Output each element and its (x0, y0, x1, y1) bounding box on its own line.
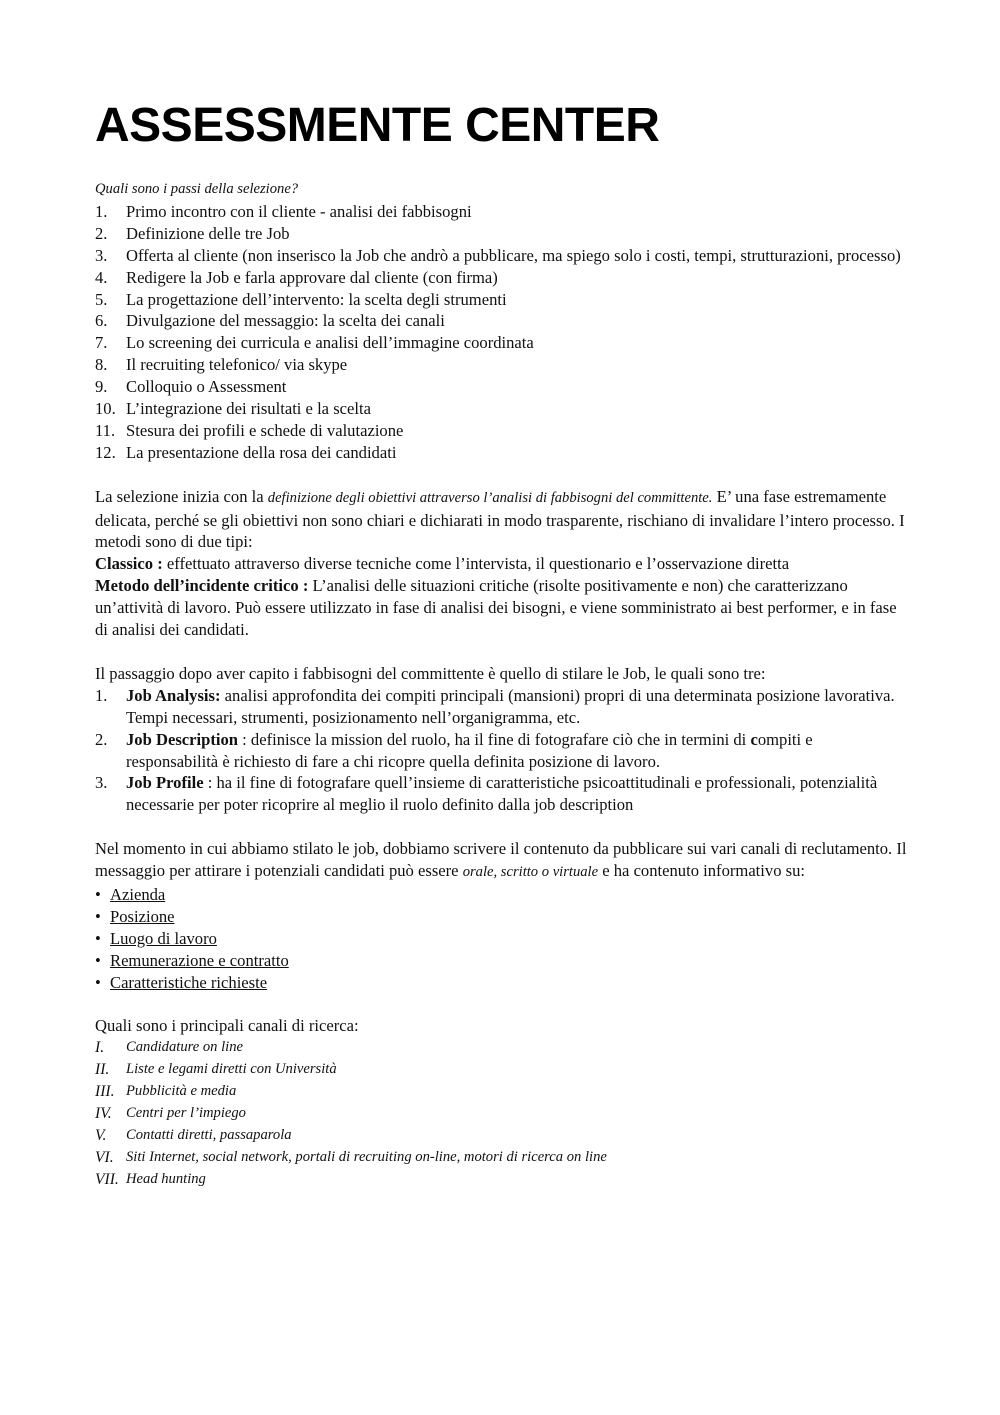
job-text-bold-letter: c (750, 729, 758, 749)
method-text: effettuato attraverso diverse tecniche come l’intervista, il questionario e l’osservazione diretta (162, 554, 790, 574)
channel-text: Liste e legami diretti con Università (126, 1061, 337, 1078)
channel-text: Centri per l’impiego (126, 1105, 246, 1121)
list-text: Definizione delle tre Job (126, 223, 290, 243)
list-number: 9. (95, 377, 108, 397)
list-number: 6. (95, 311, 108, 331)
list-item (95, 289, 907, 311)
channel-text: Contatti diretti, passaparola (126, 1126, 292, 1143)
list-item (95, 201, 907, 223)
para-text: e ha contenuto informativo su: (598, 861, 806, 881)
list-item (95, 1103, 907, 1125)
list-number: 2. (95, 223, 108, 243)
job-label: Job Description (126, 729, 239, 749)
spacer (95, 816, 907, 838)
list-text: Il recruiting telefonico/ via skype (126, 355, 348, 375)
job-text: analisi approfondita dei compiti principali (mansioni) propri di una determinata posizione lavorativa. Tempi necessari, strumenti, posizionamento nell’organigramma, etc. (126, 685, 895, 727)
list-number: 8. (95, 355, 108, 375)
info-item: Luogo di lavoro (110, 928, 217, 948)
list-item (95, 906, 907, 928)
list-number: 3. (95, 245, 108, 265)
list-item (95, 1125, 907, 1147)
channels-intro: Quali sono i principali canali di ricerca: (95, 1016, 359, 1036)
method-label: Classico : (95, 554, 163, 574)
list-item (95, 354, 907, 376)
para-text: Nel momento in cui abbiamo stilato le job, dobbiamo scrivere il contenuto da pubblicare sui vari canali di reclutamento. Il messaggio per attirare i potenziali candidati può essere (95, 839, 907, 881)
jobs-list (95, 685, 907, 816)
list-text (126, 729, 907, 773)
para-emphasis: definizione degli obiettivi attraverso l’analisi di fabbisogni del committente. (267, 489, 713, 506)
list-text: Stesura dei profili e schede di valutazione (126, 420, 404, 440)
list-item (95, 310, 907, 332)
list-item (95, 972, 907, 994)
list-item (95, 950, 907, 972)
list-number: 3. (95, 773, 108, 793)
bullet-icon: • (95, 950, 101, 970)
list-item (95, 376, 907, 398)
roman-numeral: II. (95, 1061, 110, 1079)
list-item (95, 928, 907, 950)
list-text: L’integrazione dei risultati e la scelta (126, 399, 371, 419)
channels-list (95, 1037, 907, 1190)
job-label: Job Analysis: (126, 685, 221, 705)
list-number: 10. (95, 399, 116, 419)
roman-numeral: I. (95, 1039, 105, 1057)
channel-text: Siti Internet, social network, portali di recruiting on-line, motori di ricerca on line (126, 1148, 607, 1165)
info-item: Caratteristiche richieste (110, 972, 268, 992)
list-number: 7. (95, 333, 108, 353)
info-item: Azienda (110, 884, 166, 904)
info-item: Posizione (110, 906, 175, 926)
list-text: La progettazione dell’intervento: la scelta degli strumenti (126, 289, 507, 309)
method-critical-incident (95, 575, 907, 641)
spacer (95, 641, 907, 663)
list-item (95, 420, 907, 442)
list-item (95, 398, 907, 420)
job-text: : definisce la mission del ruolo, ha il fine di fotografare ciò che in termini di (238, 729, 751, 749)
list-item (95, 245, 907, 267)
list-text: Divulgazione del messaggio: la scelta dei canali (126, 311, 445, 331)
page-title: ASSESSMENTE CENTER (95, 99, 660, 152)
spacer (95, 464, 907, 486)
job-text: ompiti e responsabilità è richiesto di fare a chi ricopre quella definita posizione di lavoro. (126, 729, 813, 771)
list-item (95, 1037, 907, 1059)
job-label: Job Profile (126, 773, 204, 793)
list-item (95, 223, 907, 245)
steps-list (95, 201, 907, 464)
document-body (95, 179, 907, 1191)
method-text: L’analisi delle situazioni critiche (risolte positivamente e non) che caratterizzano un’attività di lavoro. Può essere utilizzato in fase di analisi dei bisogni, e viene somministrato ai best performer, e in fase di analisi dei candidati. (95, 576, 897, 640)
roman-numeral: IV. (95, 1105, 112, 1122)
list-number: 5. (95, 289, 108, 309)
roman-numeral: VII. (95, 1170, 119, 1188)
spacer (95, 993, 907, 1015)
list-number: 2. (95, 729, 108, 749)
list-number: 11. (95, 420, 116, 440)
list-text: Offerta al cliente (non inserisco la Job che andrò a pubblicare, ma spiego solo i costi, tempi, strutturazioni, processo) (126, 245, 901, 265)
list-item (95, 1059, 907, 1081)
roman-numeral: III. (95, 1083, 115, 1101)
list-item (95, 1147, 907, 1169)
list-number: 12. (95, 442, 116, 462)
list-text: Redigere la Job e farla approvare dal cliente (con firma) (126, 267, 498, 287)
list-text: Colloquio o Assessment (126, 377, 287, 397)
list-item (95, 685, 907, 729)
channel-text: Pubblicità e media (126, 1083, 237, 1100)
list-item (95, 1169, 907, 1191)
list-text: Primo incontro con il cliente - analisi dei fabbisogni (126, 201, 472, 221)
channel-text: Head hunting (126, 1170, 206, 1187)
list-text: La presentazione della rosa dei candidati (126, 442, 397, 462)
channel-text: Candidature on line (126, 1039, 244, 1056)
list-text (126, 772, 907, 816)
bullet-icon: • (95, 972, 101, 992)
steps-intro: Quali sono i passi della selezione? (95, 181, 299, 197)
list-text: Lo screening dei curricula e analisi dell’immagine coordinata (126, 333, 534, 353)
bullet-icon: • (95, 884, 101, 904)
para-emphasis: orale, scritto o virtuale (462, 864, 599, 881)
list-number: 1. (95, 201, 108, 221)
selection-paragraph (95, 486, 907, 554)
list-item (95, 884, 907, 906)
list-item (95, 1081, 907, 1103)
info-item: Remunerazione e contratto (110, 950, 289, 970)
list-number: 1. (95, 685, 108, 705)
list-item (95, 267, 907, 289)
roman-numeral: VI. (95, 1148, 114, 1166)
list-item (95, 442, 907, 464)
list-item (95, 729, 907, 773)
bullet-icon: • (95, 928, 101, 948)
message-paragraph (95, 838, 907, 884)
method-classic (95, 553, 907, 575)
job-text: : ha il fine di fotografare quell’insieme di caratteristiche psicoattitudinali e professionali, potenzialità necessarie per poter ricoprire al meglio il ruolo definito dalla job description (126, 773, 878, 815)
jobs-intro: Il passaggio dopo aver capito i fabbisogni del committente è quello di stilare le Job, le quali sono tre: (95, 663, 766, 683)
list-item (95, 332, 907, 354)
bullet-icon: • (95, 906, 101, 926)
roman-numeral: V. (95, 1126, 107, 1144)
list-text (126, 685, 907, 729)
para-text: E’ una fase estremamente delicata, perché se gli obiettivi non sono chiari e dichiarati in modo trasparente, rischiano di invalidare l’intero processo. I metodi sono di due tipi: (95, 486, 905, 552)
method-label: Metodo dell’incidente critico : (95, 576, 309, 596)
para-text: La selezione inizia con la (95, 486, 268, 506)
list-item (95, 772, 907, 816)
list-number: 4. (95, 267, 108, 287)
info-list (95, 884, 907, 994)
